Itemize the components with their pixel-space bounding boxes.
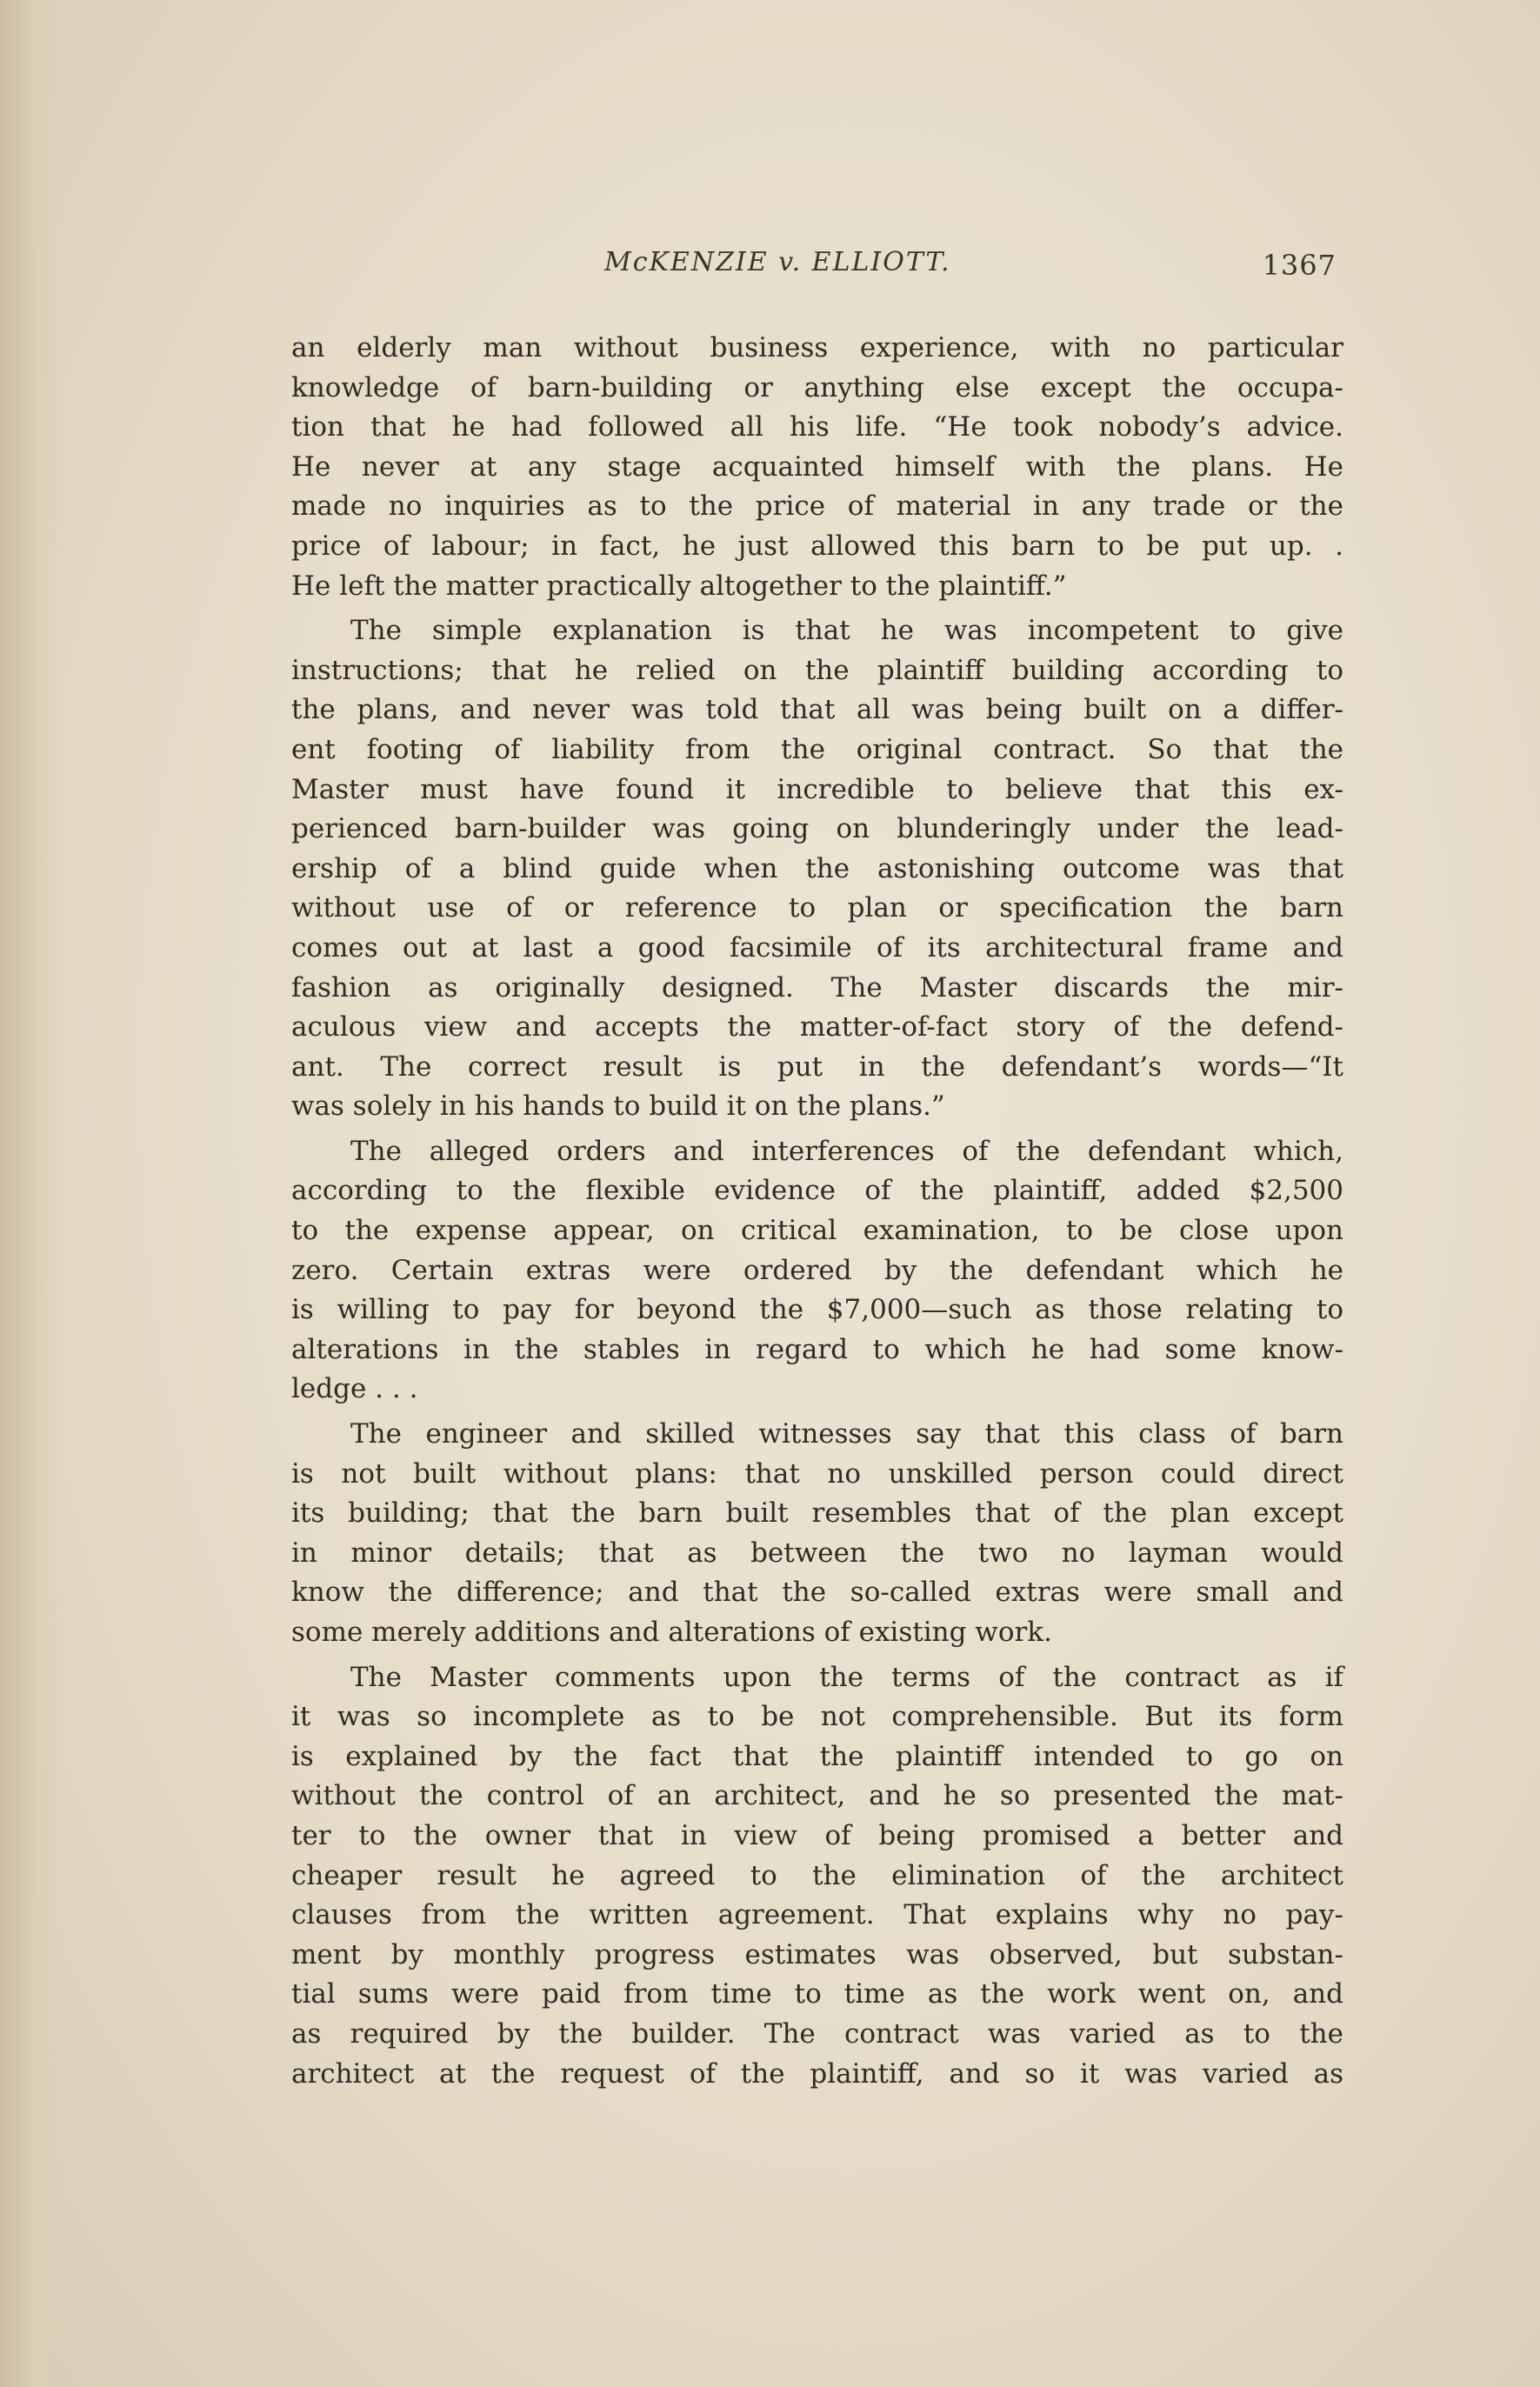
text-line: ent footing of liability from the original contract. So that the: [291, 733, 1343, 765]
text-line: as required by the builder. The contract was varied as to the: [291, 2017, 1343, 2050]
text-line: tion that he had followed all his life. “He took nobody’s advice.: [291, 411, 1343, 443]
text-line: zero. Certain extras were ordered by the defendant which he: [291, 1254, 1343, 1286]
text-line: some merely additions and alterations of existing work.: [291, 1617, 1052, 1648]
text-line: it was so incomplete as to be not comprehensible. But its form: [291, 1701, 1343, 1733]
text-line: ledge . . .: [291, 1373, 418, 1405]
text-line: fashion as originally designed. The Master discards the mir-: [291, 971, 1343, 1003]
text-line: without use of or reference to plan or specification the barn: [291, 892, 1343, 924]
text-line: instructions; that he relied on the plaintiff building according to: [291, 654, 1343, 686]
page-number: 1367: [1262, 249, 1337, 282]
text-line: made no inquiries as to the price of material in any trade or the: [291, 490, 1343, 523]
text-line: The simple explanation is that he was incompetent to give: [350, 615, 1343, 647]
text-line: was solely in his hands to build it on the plans.”: [291, 1090, 945, 1123]
text-line: alterations in the stables in regard to which he had some know-: [291, 1333, 1343, 1365]
text-line: in minor details; that as between the two no layman would: [291, 1537, 1343, 1569]
text-line: comes out at last a good facsimile of its architectural frame and: [291, 931, 1343, 963]
text-line: aculous view and accepts the matter-of-fact story of the defend-: [291, 1011, 1343, 1043]
body-text: [291, 329, 1343, 2099]
page-binding-edge: [0, 0, 61, 2387]
paragraph: [291, 1658, 1343, 2095]
paragraph: [291, 329, 1343, 606]
text-line: the plans, and never was told that all was being built on a differ-: [291, 694, 1343, 726]
paragraph: [291, 611, 1343, 1127]
paragraph: [291, 1132, 1343, 1410]
text-line: ership of a blind guide when the astonishing outcome was that: [291, 852, 1343, 884]
text-line: perienced barn-builder was going on blunderingly under the lead-: [291, 813, 1343, 845]
text-line: The Master comments upon the terms of the contract as if: [350, 1661, 1343, 1693]
paragraph: [291, 1415, 1343, 1653]
text-line: tial sums were paid from time to time as the work went on, and: [291, 1978, 1343, 2010]
text-line: according to the flexible evidence of the plaintiff, added $2,500: [291, 1175, 1343, 1207]
text-line: ment by monthly progress estimates was observed, but substan-: [291, 1938, 1343, 1970]
text-line: The engineer and skilled witnesses say that this class of barn: [350, 1418, 1343, 1450]
text-line: is explained by the fact that the plaintiff intended to go on: [291, 1740, 1343, 1772]
text-line: clauses from the written agreement. That explains why no pay-: [291, 1899, 1343, 1931]
text-line: architect at the request of the plaintiff, and so it was varied as: [291, 2057, 1343, 2090]
text-line: is willing to pay for beyond the $7,000—such as those relating to: [291, 1294, 1343, 1326]
text-line: know the difference; and that the so-called extras were small and: [291, 1577, 1343, 1609]
page-header: [291, 243, 1343, 296]
text-line: He never at any stage acquainted himself with the plans. He: [291, 450, 1343, 483]
text-line: ant. The correct result is put in the defendant’s words—“It: [291, 1050, 1343, 1083]
text-line: is not built without plans: that no unskilled person could direct: [291, 1457, 1343, 1490]
text-line: The alleged orders and interferences of the defendant which,: [350, 1135, 1343, 1167]
text-line: without the control of an architect, and he so presented the mat-: [291, 1780, 1343, 1812]
running-head: McKENZIE v. ELLIOTT.: [604, 247, 951, 277]
text-line: ter to the owner that in view of being promised a better and: [291, 1819, 1343, 1851]
text-line: price of labour; in fact, he just allowed this barn to be put up. .: [291, 530, 1343, 562]
text-line: Master must have found it incredible to believe that this ex-: [291, 773, 1343, 805]
text-line: to the expense appear, on critical examination, to be close upon: [291, 1215, 1343, 1247]
text-line: cheaper result he agreed to the elimination of the architect: [291, 1859, 1343, 1891]
text-line: its building; that the barn built resembles that of the plan except: [291, 1497, 1343, 1530]
text-line: He left the matter practically altogether to the plaintiff.”: [291, 570, 1067, 602]
text-line: knowledge of barn-building or anything else except the occupa-: [291, 371, 1343, 403]
text-line: an elderly man without business experience, with no particular: [291, 332, 1343, 363]
